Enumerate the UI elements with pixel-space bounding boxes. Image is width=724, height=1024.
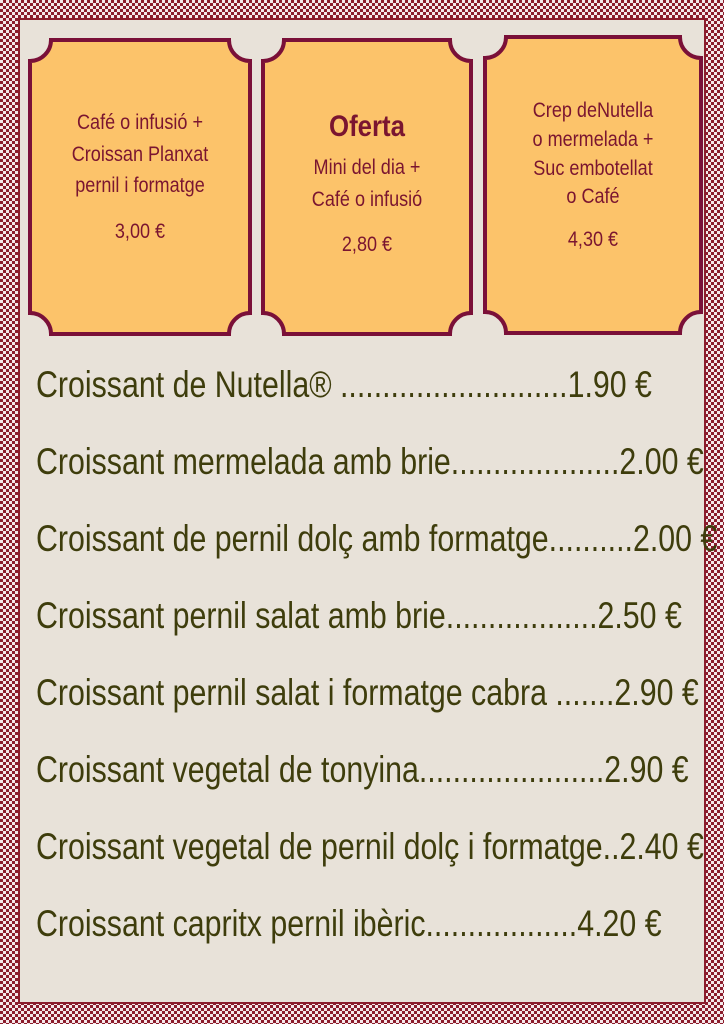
offer-card-2	[260, 37, 474, 337]
offer-line: Mini del dia +	[313, 156, 421, 180]
menu-item: Croissant capritx pernil ibèric..................4.20 €	[36, 903, 662, 944]
offer-line: Café o infusió +	[76, 111, 203, 134]
offer-card-3	[482, 34, 704, 334]
croissant-menu-list	[36, 346, 718, 962]
offer-card-1	[27, 37, 253, 337]
menu-item: Croissant pernil salat i formatge cabra .......2.90 €	[36, 672, 699, 713]
offer-title: Oferta	[328, 110, 405, 144]
offer-card-text	[284, 31, 451, 337]
offer-line: Crep deNutella	[532, 98, 654, 122]
menu-item: Croissant vegetal de tonyina......................2.90 €	[36, 749, 689, 790]
offer-line: Croissan Planxat	[71, 142, 209, 166]
menu-item: Croissant pernil salat amb brie..................2.50 €	[36, 595, 682, 636]
offer-price: 4,30 €	[567, 228, 619, 252]
offer-line: o Café	[566, 185, 620, 209]
offer-price: 3,00 €	[114, 219, 166, 243]
offer-line: Café o infusió	[311, 187, 423, 211]
offer-line: pernil i formatge	[75, 174, 205, 197]
offer-price: 2,80 €	[341, 233, 393, 257]
offer-line: Suc embotellat	[533, 156, 653, 180]
menu-item: Croissant mermelada amb brie....................2.00 €	[36, 441, 704, 482]
menu-item: Croissant vegetal de pernil dolç i formatge..2.40 €	[36, 826, 704, 867]
menu-item: Croissant de pernil dolç amb formatge..........2.00 €	[36, 518, 718, 559]
offer-card-text	[506, 18, 680, 334]
menu-item: Croissant de Nutella® ...........................1.90 €	[36, 364, 652, 405]
offer-line: o mermelada +	[532, 127, 654, 151]
offer-card-text	[51, 17, 228, 337]
